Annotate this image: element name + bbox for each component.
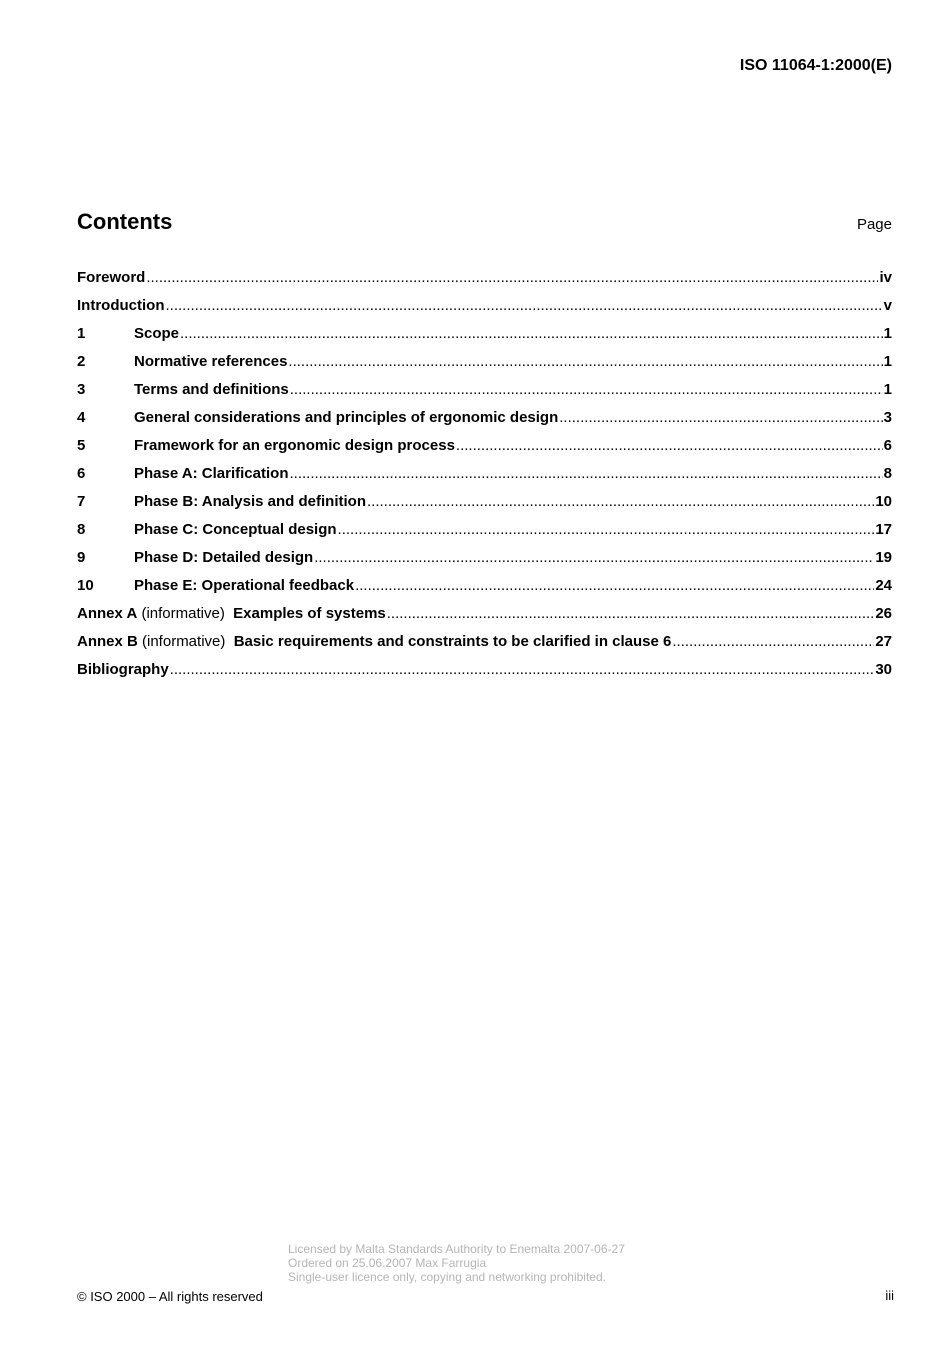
toc-dot-leader (314, 544, 874, 572)
toc-entry-page: 30 (875, 661, 892, 678)
toc-entry-page: 10 (875, 493, 892, 510)
toc-entry-number: 10 (77, 577, 94, 594)
toc-entry-number: 7 (77, 493, 86, 510)
copyright-notice: © ISO 2000 – All rights reserved (77, 1289, 263, 1304)
toc-dot-leader (387, 600, 875, 628)
toc-dot-leader (146, 264, 878, 292)
toc-entry-phase-c[interactable] (77, 516, 892, 544)
toc-entry-title: Terms and definitions (134, 381, 289, 398)
toc-entry-number: 8 (77, 521, 86, 538)
toc-entry-title: Phase C: Conceptual design (134, 521, 337, 538)
toc-dot-leader (288, 348, 882, 376)
toc-entry-title: Phase D: Detailed design (134, 549, 314, 566)
toc-entry-title: Basic requirements and constraints to be clarified in clause 6 (233, 633, 672, 650)
license-watermark (288, 1242, 625, 1284)
toc-entry-page: 19 (875, 549, 892, 566)
toc-entry-page: 1 (883, 325, 892, 342)
toc-entry-title: Foreword (77, 269, 146, 286)
page-number: iii (885, 1288, 894, 1303)
toc-entry-page: 1 (883, 381, 892, 398)
toc-entry-number: 6 (77, 465, 86, 482)
toc-entry-number: 5 (77, 437, 86, 454)
toc-entry-title: Phase E: Operational feedback (134, 577, 355, 594)
toc-entry-phase-d[interactable] (77, 544, 892, 572)
toc-entry-title: Scope (134, 325, 180, 342)
license-line: Ordered on 25.06.2007 Max Farrugia (288, 1256, 487, 1270)
toc-entry-title: Examples of systems (233, 605, 386, 622)
toc-entry-title: Framework for an ergonomic design process (134, 437, 455, 454)
toc-entry-terms-and-definitions[interactable] (77, 376, 892, 404)
toc-entry-page: 3 (883, 409, 892, 426)
toc-entry-title: Phase A: Clarification (134, 465, 289, 482)
toc-dot-leader (170, 656, 875, 684)
toc-dot-leader (672, 628, 874, 656)
toc-annex-label: Annex A (77, 605, 138, 622)
document-id: ISO 11064-1:2000(E) (739, 57, 892, 74)
toc-dot-leader (165, 292, 882, 320)
toc-entry-number: 3 (77, 381, 86, 398)
toc-entry-number: 4 (77, 409, 86, 426)
toc-entry-foreword[interactable] (77, 264, 892, 292)
contents-title: Contents (77, 209, 173, 234)
toc-dot-leader (456, 432, 883, 460)
toc-entry-title: General considerations and principles of ergonomic design (134, 409, 559, 426)
toc-dot-leader (180, 320, 883, 348)
toc-entry-phase-e[interactable] (77, 572, 892, 600)
license-line: Licensed by Malta Standards Authority to Enemalta 2007-06-27 (288, 1242, 625, 1256)
toc-entry-bibliography[interactable] (77, 656, 892, 684)
toc-entry-page: 6 (883, 437, 892, 454)
toc-dot-leader (290, 376, 883, 404)
toc-entry-annex-b[interactable] (77, 628, 892, 656)
toc-entry-framework[interactable] (77, 432, 892, 460)
toc-dot-leader (338, 516, 875, 544)
toc-entry-number: 1 (77, 325, 86, 342)
license-line: Single-user licence only, copying and networking prohibited. (288, 1270, 606, 1284)
toc-entry-title: Normative references (134, 353, 288, 370)
toc-entry-page: 8 (883, 465, 892, 482)
toc-entry-page: v (883, 297, 892, 314)
toc-entry-title: Bibliography (77, 661, 169, 678)
toc-entry-page: 1 (883, 353, 892, 370)
toc-entry-number: 9 (77, 549, 86, 566)
toc-entry-introduction[interactable] (77, 292, 892, 320)
page-column-label: Page (856, 216, 892, 233)
toc-dot-leader (559, 404, 882, 432)
toc-annex-type: (informative) (142, 633, 226, 650)
toc-entry-phase-a[interactable] (77, 460, 892, 488)
toc-entry-annex-a[interactable] (77, 600, 892, 628)
toc-entry-general-considerations[interactable] (77, 404, 892, 432)
toc-entry-normative-references[interactable] (77, 348, 892, 376)
toc-entry-page: 27 (875, 633, 892, 650)
table-of-contents (77, 264, 892, 684)
toc-dot-leader (367, 488, 874, 516)
toc-dot-leader (355, 572, 874, 600)
toc-entry-page: iv (879, 269, 892, 286)
toc-entry-page: 26 (875, 605, 892, 622)
toc-entry-title: Introduction (77, 297, 165, 314)
toc-dot-leader (289, 460, 882, 488)
toc-entry-page: 24 (875, 577, 892, 594)
toc-entry-scope[interactable] (77, 320, 892, 348)
toc-entry-phase-b[interactable] (77, 488, 892, 516)
toc-entry-page: 17 (875, 521, 892, 538)
toc-annex-type: (informative) (141, 605, 225, 622)
toc-entry-number: 2 (77, 353, 86, 370)
toc-entry-title: Phase B: Analysis and definition (134, 493, 366, 510)
toc-annex-label: Annex B (77, 633, 138, 650)
